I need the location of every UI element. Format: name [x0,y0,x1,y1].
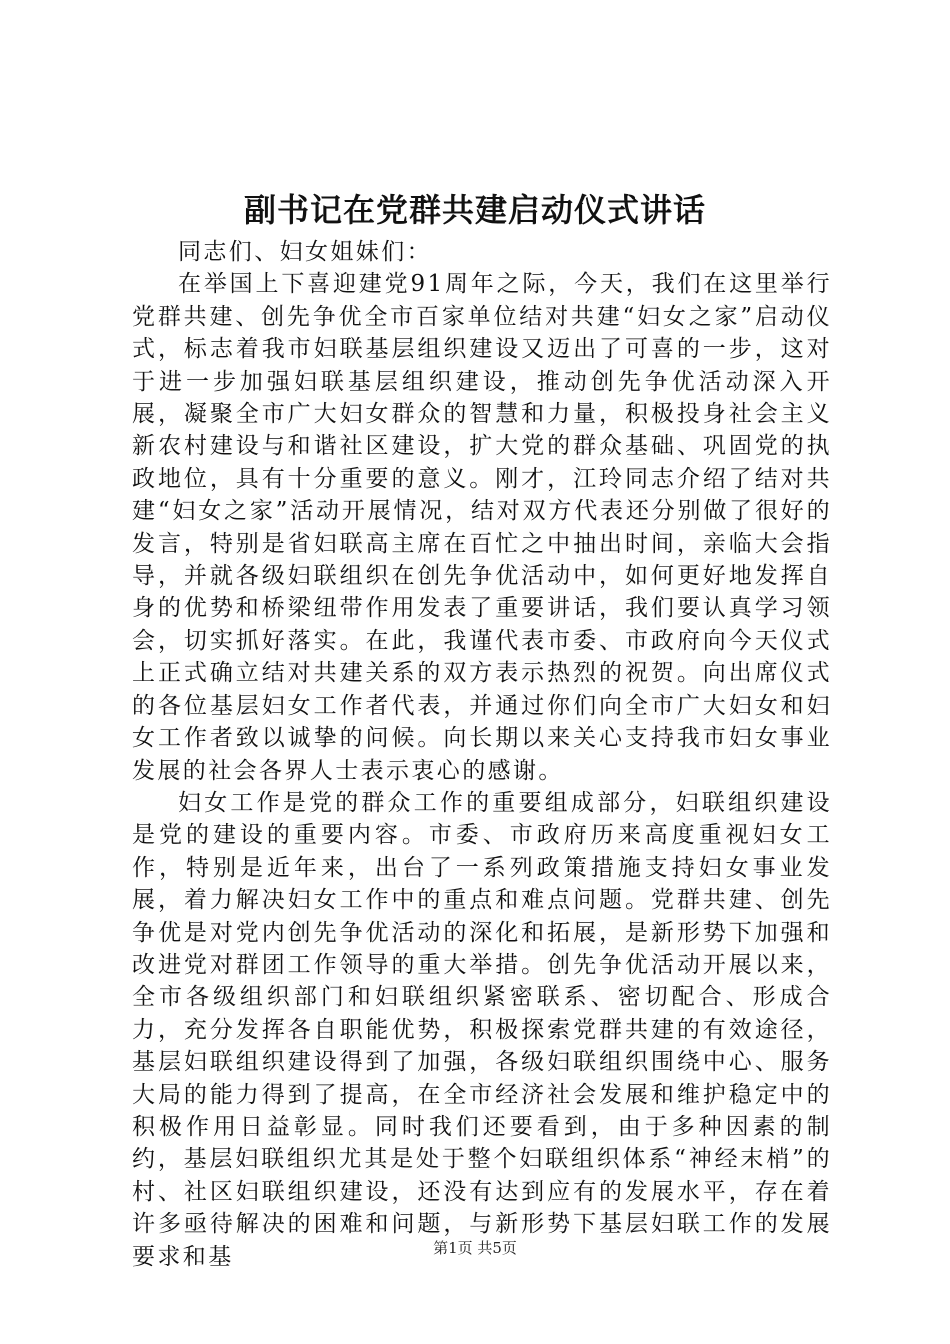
salutation: 同志们、妇女姐妹们： [178,239,432,265]
paragraph-2: 妇女工作是党的群众工作的重要组成部分，妇联组织建设是党的建设的重要内容。市委、市政府历来高度重视妇女工作，特别是近年来，出台了一系列政策措施支持妇女事业发展，着力解决妇女工作中的重点和难点问题。党群共建、创先争优是对党内创先争优活动的深化和拓展，是新形势下加强和改进党对群团工作领导的重大举措。创先争优活动开展以来，全市各级组织部门和妇联组织紧密联系、密切配合、形成合力，充分发挥各自职能优势，积极探索党群共建的有效途径，基层妇联组织建设得到了加强，各级妇联组织围绕中心、服务大局的能力得到了提高，在全市经济社会发展和维护稳定中的积极作用日益彰显。同时我们还要看到，由于多种因素的制约，基层妇联组织尤其是处于整个妇联组织体系“神经末梢”的村、社区妇联组织建设，还没有达到应有的发展水平，存在着许多亟待解决的困难和问题，与新形势下基层妇联工作的发展要求和基 [132,789,832,1270]
page-footer: 第1页 共5页 [433,1239,517,1257]
document-body [132,236,832,1273]
paragraph-1: 在举国上下喜迎建党91周年之际，今天，我们在这里举行党群共建、创先争优全市百家单位结对共建“妇女之家”启动仪式，标志着我市妇联基层组织建设又迈出了可喜的一步，这对于进一步加强妇联基层组织建设，推动创先争优活动深入开展，凝聚全市广大妇女群众的智慧和力量，积极投身社会主义新农村建设与和谐社区建设，扩大党的群众基础、巩固党的执政地位，具有十分重要的意义。刚才，江玲同志介绍了结对共建“妇女之家”活动开展情况，结对双方代表还分别做了很好的发言，特别是省妇联高主席在百忙之中抽出时间，亲临大会指导，并就各级妇联组织在创先争优活动中，如何更好地发挥自身的优势和桥梁纽带作用发表了重要讲话，我们要认真学习领会，切实抓好落实。在此，我谨代表市委、市政府向今天仪式上正式确立结对共建关系的双方表示热烈的祝贺。向出席仪式的各位基层妇女工作者代表，并通过你们向全市广大妇女和妇女工作者致以诚挚的问候。向长期以来关心支持我市妇女事业发展的社会各界人士表示衷心的感谢。 [132,271,832,784]
document-title: 副书记在党群共建启动仪式讲话 [243,191,706,229]
